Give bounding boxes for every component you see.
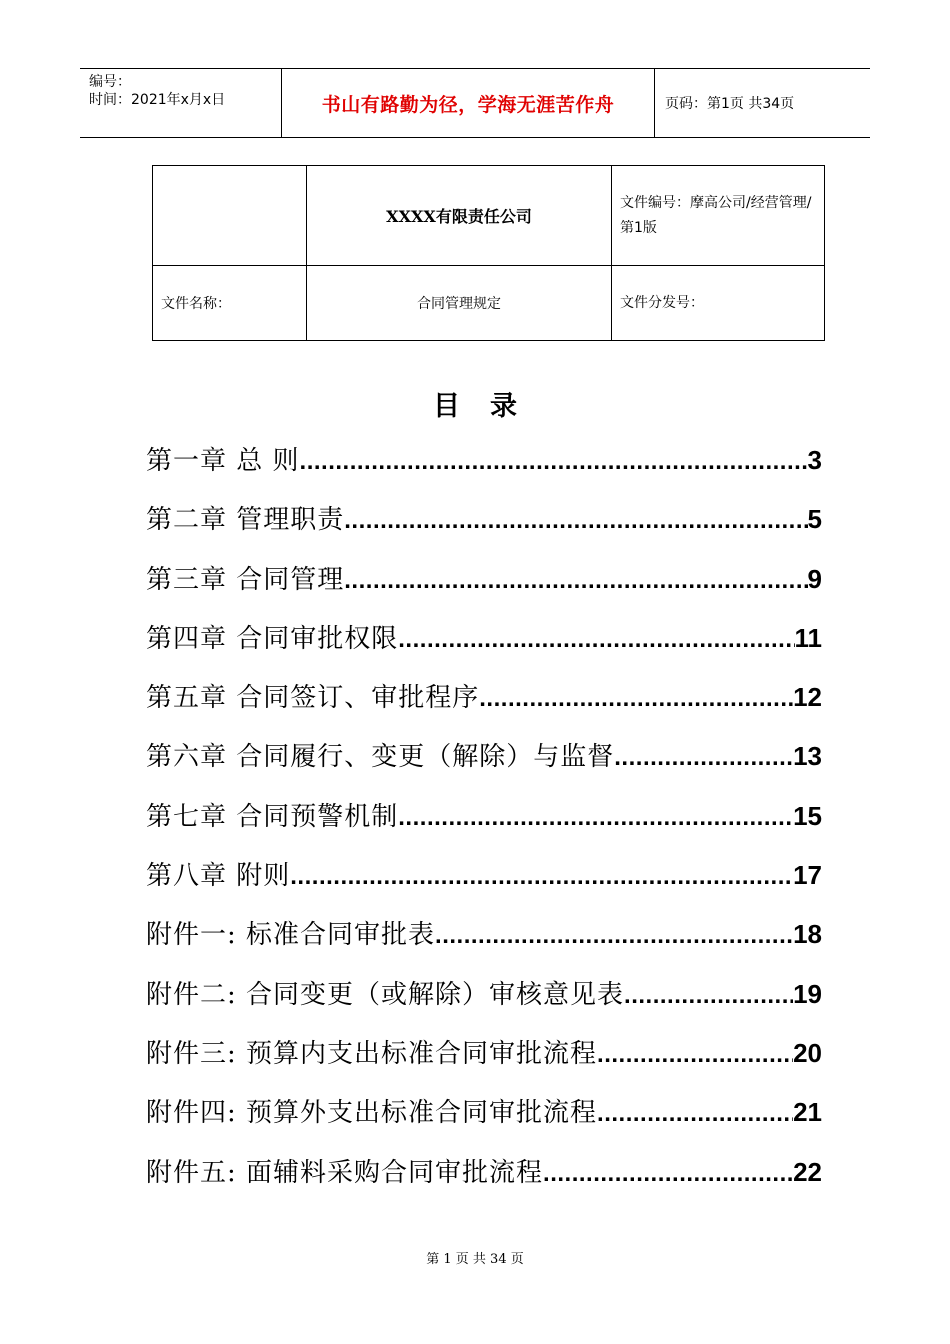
toc-entry-label: 附件五: 面辅料采购合同审批流程 [146, 1157, 544, 1188]
toc-entry-label: 第六章 合同履行、变更（解除）与监督 [146, 742, 615, 773]
header-meta [80, 69, 282, 137]
toc-dot-leader [479, 685, 793, 713]
toc-dot-leader [543, 1160, 793, 1188]
toc-entry-page: 18 [793, 919, 822, 950]
toc-entry-page: 21 [793, 1097, 822, 1128]
page-header [80, 68, 870, 138]
file-number: 文件编号：摩高公司/经营管理/第1版 [612, 166, 825, 266]
toc-dot-leader [614, 744, 793, 772]
file-name-label: 文件名称： [153, 266, 307, 341]
toc-entry[interactable] [146, 1152, 822, 1211]
toc-dot-leader [597, 1100, 793, 1128]
toc-entry[interactable] [146, 677, 822, 736]
toc-entry-page: 3 [807, 445, 822, 475]
toc-entry[interactable] [146, 440, 822, 499]
toc-dot-leader [435, 922, 793, 950]
toc-entry[interactable] [146, 855, 822, 914]
page-footer: 第 1 页 共 34 页 [426, 1252, 524, 1267]
toc-entry-label: 第四章 合同审批权限 [146, 623, 399, 654]
toc-entry[interactable] [146, 796, 822, 855]
toc-entry-page: 19 [793, 978, 822, 1009]
toc-dot-leader [290, 863, 793, 891]
toc-entry-label: 第三章 合同管理 [146, 564, 345, 595]
toc-entry[interactable] [146, 499, 822, 558]
code-label: 编号： [89, 74, 131, 90]
toc-entry[interactable] [146, 736, 822, 795]
company-name: XXXX有限责任公司 [386, 207, 532, 226]
toc-dot-leader [300, 448, 808, 476]
toc-entry[interactable] [146, 1092, 822, 1151]
toc-entry[interactable] [146, 618, 822, 677]
toc-entry-page: 22 [793, 1156, 822, 1187]
toc-title: 目录 [433, 391, 547, 422]
toc-entry-page: 5 [807, 504, 822, 535]
toc-entry-label: 第八章 附则 [146, 861, 291, 892]
file-name: 合同管理规定 [307, 266, 612, 341]
toc-dot-leader [597, 1041, 793, 1069]
toc-entry-page: 11 [794, 622, 822, 653]
toc-entry[interactable] [146, 974, 822, 1033]
toc-entry-page: 15 [793, 800, 822, 831]
toc-entry-label: 附件二: 合同变更（或解除）审核意见表 [146, 979, 625, 1010]
toc-dot-leader [398, 626, 794, 654]
info-cell-empty [153, 166, 307, 266]
toc-entry-label: 第七章 合同预警机制 [146, 801, 399, 832]
toc-entry[interactable] [146, 559, 822, 618]
toc-entry-page: 12 [793, 682, 822, 713]
toc-entry-page: 13 [793, 741, 822, 772]
toc-entry-label: 附件三: 预算内支出标准合同审批流程 [146, 1038, 598, 1069]
toc-entry[interactable] [146, 914, 822, 973]
toc-entry-label: 附件四: 预算外支出标准合同审批流程 [146, 1098, 598, 1129]
toc-entry-label: 第五章 合同签订、审批程序 [146, 683, 480, 714]
toc-entry-label: 附件一: 标准合同审批表 [146, 920, 436, 951]
info-cell-company [307, 166, 612, 266]
toc-entry-page: 9 [807, 563, 822, 594]
date-label: 时间：2021年x月x日 [89, 92, 226, 108]
document-info-table [152, 165, 825, 341]
toc-entry[interactable] [146, 1033, 822, 1092]
toc-entry-label: 第一章 总 则 [146, 446, 300, 476]
toc-entry-page: 17 [793, 860, 822, 891]
toc-dot-leader [624, 982, 793, 1010]
toc-dot-leader [344, 567, 807, 595]
toc-dot-leader [344, 507, 807, 535]
table-of-contents [146, 440, 822, 1211]
toc-entry-page: 20 [793, 1037, 822, 1068]
toc-entry-label: 第二章 管理职责 [146, 505, 345, 536]
toc-dot-leader [398, 804, 793, 832]
header-motto: 书山有路勤为径，学海无涯苦作舟 [282, 69, 655, 137]
distribution-label: 文件分发号： [612, 266, 825, 341]
header-page-info: 页码：第1页 共34页 [665, 96, 795, 112]
